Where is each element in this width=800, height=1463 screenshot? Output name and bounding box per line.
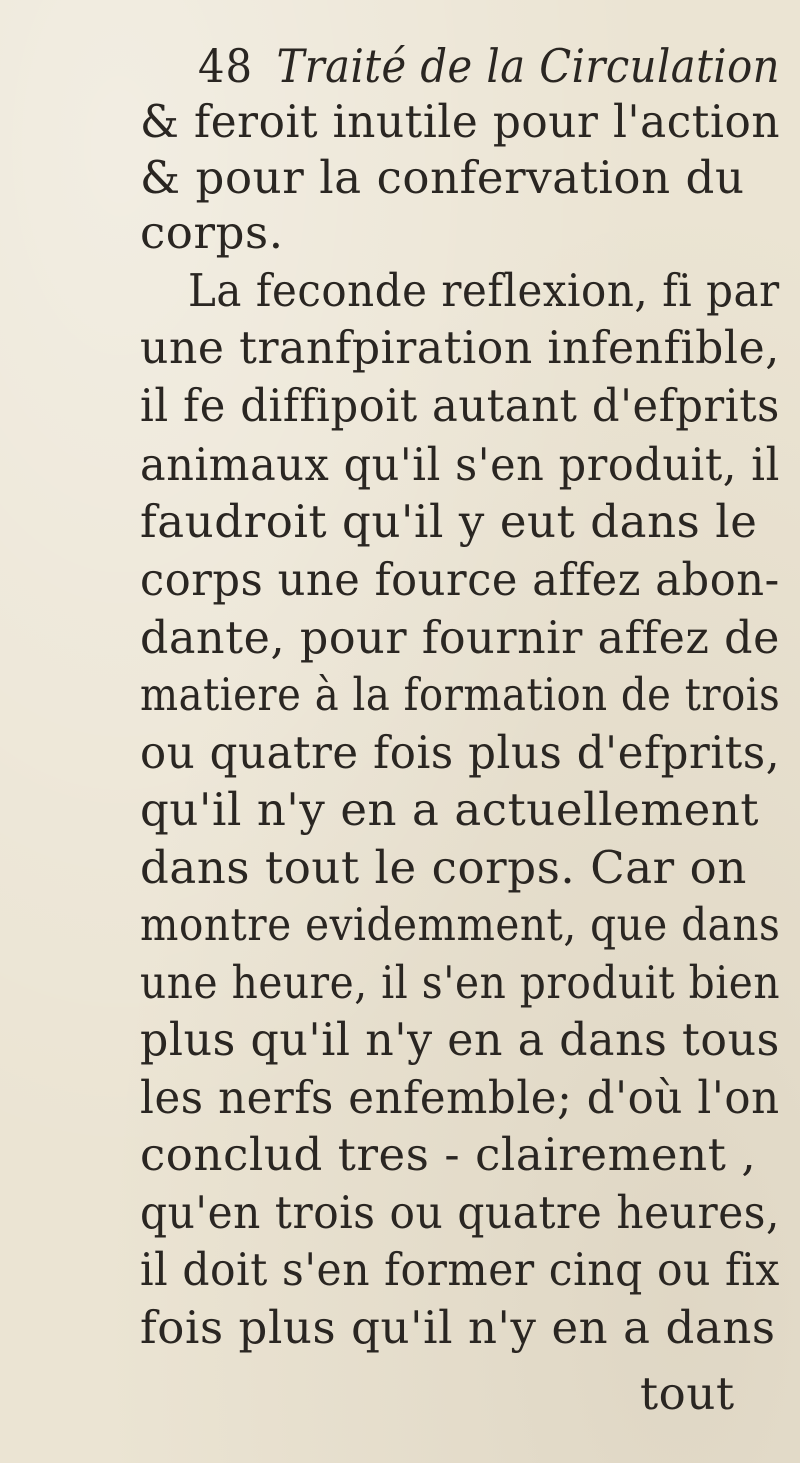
text-line: montre evidemment, que dans: [140, 898, 781, 951]
text-line: conclud tres - clairement ,: [140, 1128, 757, 1181]
text-line: il doit s'en former cinq ou fix: [140, 1243, 780, 1296]
text-line: dante, pour fournir affez de: [140, 611, 781, 664]
text-line: & pour la confervation du: [140, 151, 745, 204]
text-line: faudroit qu'il y eut dans le: [140, 495, 758, 548]
text-line: & feroit inutile pour l'action: [140, 95, 781, 148]
page-number: 48: [198, 39, 253, 93]
text-line: dans tout le corps. Car on: [140, 841, 747, 894]
text-line: les nerfs enfemble; d'où l'on: [140, 1071, 780, 1124]
catchword: tout: [640, 1367, 735, 1420]
text-line: qu'en trois ou quatre heures,: [140, 1186, 781, 1239]
text-line: une tranfpiration infenfible,: [140, 321, 780, 374]
text-line: corps une fource affez abon-: [140, 553, 780, 606]
text-line: matiere à la formation de trois: [140, 668, 781, 721]
text-line: ou quatre fois plus d'efprits,: [140, 726, 781, 779]
text-line: plus qu'il n'y en a dans tous: [140, 1013, 780, 1066]
text-line: fois plus qu'il n'y en a dans: [140, 1301, 776, 1354]
text-line: une heure, il s'en produit bien: [140, 956, 781, 1009]
text-line: animaux qu'il s'en produit, il: [140, 438, 780, 491]
text-line: La feconde reflexion, fi par: [188, 264, 780, 317]
text-line: corps.: [140, 206, 284, 259]
text-line: il fe diffipoit autant d'efprits: [140, 379, 780, 432]
text-line: qu'il n'y en a actuellement: [140, 783, 760, 836]
running-title: Traité de la Circulation: [276, 39, 781, 93]
